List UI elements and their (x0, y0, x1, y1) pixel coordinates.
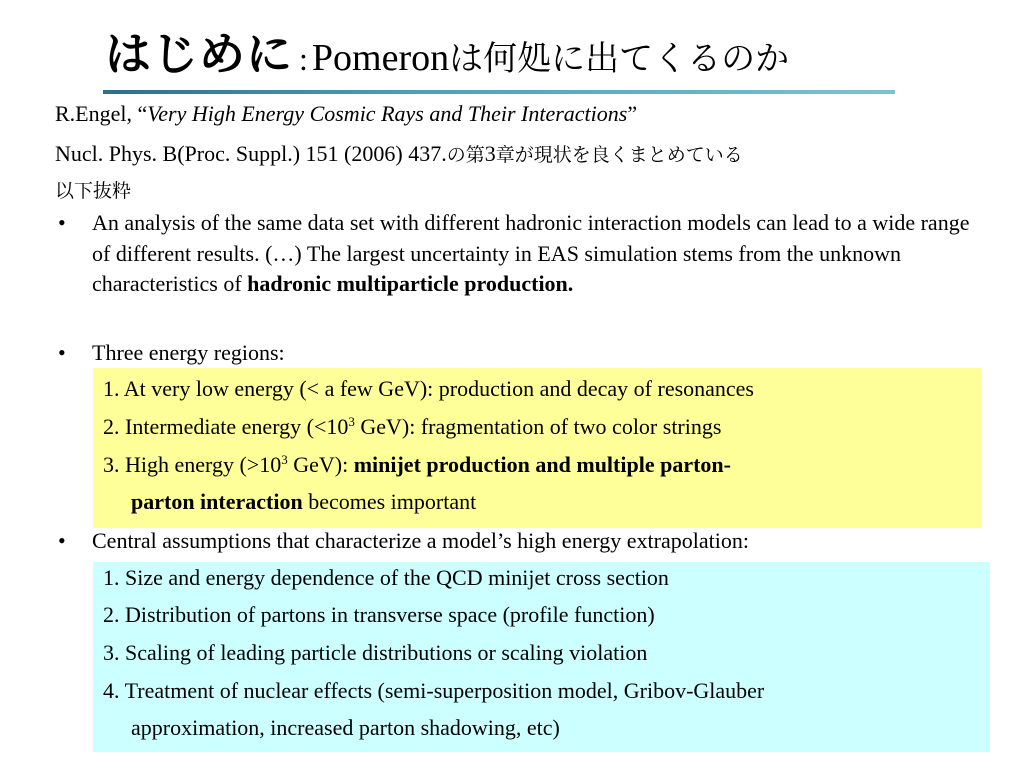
energy-region-1: 1. At very low energy (< a few GeV): production and decay of resonances (103, 376, 754, 401)
assumption-3: 3. Scaling of leading particle distributions or scaling violation (103, 640, 648, 665)
reference-book-title: Very High Energy Cosmic Rays and Their Interactions (147, 101, 628, 126)
energy-region-3-text-b: GeV): (287, 452, 354, 477)
bullet-analysis (92, 208, 972, 300)
energy-region-3-text-a: 3. High energy (>10 (103, 452, 282, 477)
excerpt-label: 以下抜粋 (55, 180, 132, 202)
assumption-4: 4. Treatment of nuclear effects (semi-superposition model, Gribov-Glauber (103, 678, 765, 703)
bullet-central: Central assumptions that characterize a model’s high energy extrapolation: (92, 528, 749, 553)
energy-regions-box (93, 368, 982, 528)
bullet-marker-3: • (58, 528, 66, 553)
bullet-marker-2: • (58, 340, 66, 365)
energy-region-3-exponent: 3 (281, 452, 288, 467)
reference-journal: Nucl. Phys. B(Proc. Suppl.) 151 (2006) 437. (55, 141, 447, 166)
assumption-2: 2. Distribution of partons in transverse space (profile function) (103, 602, 655, 627)
title-pomeron: Pomeron (311, 37, 450, 79)
title-colon: : (299, 41, 308, 77)
assumptions-box (93, 562, 990, 752)
bullet-analysis-text: An analysis of the same data set with different hadronic interaction models can lead to a wide range of different results. (…) The largest uncertainty in EAS simulation stems from the unknown characteristics of (92, 210, 970, 296)
energy-region-3-bold: minijet production and multiple parton- (353, 452, 731, 477)
energy-region-2 (103, 414, 721, 440)
energy-region-2-text-a: 2. Intermediate energy (<10 (103, 414, 349, 439)
reference-line-2 (55, 140, 743, 167)
title-japanese-rest: は何処に出てくるのか (449, 39, 790, 79)
energy-region-3-bold-2: parton interaction (131, 489, 303, 514)
reference-line-1 (55, 101, 637, 127)
reference-line-3 (55, 176, 131, 203)
assumption-4-continued: approximation, increased parton shadowing, etc) (131, 715, 560, 740)
bullet-analysis-bold: hadronic multiparticle production. (247, 271, 574, 296)
energy-region-3 (103, 452, 731, 478)
energy-region-3-tail: becomes important (302, 489, 477, 514)
bullet-marker-1: • (58, 210, 66, 235)
title-underline (103, 90, 895, 94)
reference-close-quote: ” (627, 101, 638, 126)
bullet-regions: Three energy regions: (92, 340, 285, 365)
energy-region-2-exponent: 3 (348, 414, 355, 429)
assumption-1: 1. Size and energy dependence of the QCD minijet cross section (103, 565, 669, 590)
reference-chapter-number: 3 (484, 141, 496, 166)
title-japanese-heading: はじめに (105, 27, 293, 81)
reference-author: R.Engel, “ (55, 101, 148, 126)
energy-region-3-continued (131, 489, 476, 515)
slide-title (105, 18, 789, 84)
reference-note-a: の第 (446, 144, 485, 166)
energy-region-2-text-b: GeV): fragmentation of two color strings (354, 414, 722, 439)
reference-note-b: 章が現状を良くまとめている (495, 144, 743, 166)
